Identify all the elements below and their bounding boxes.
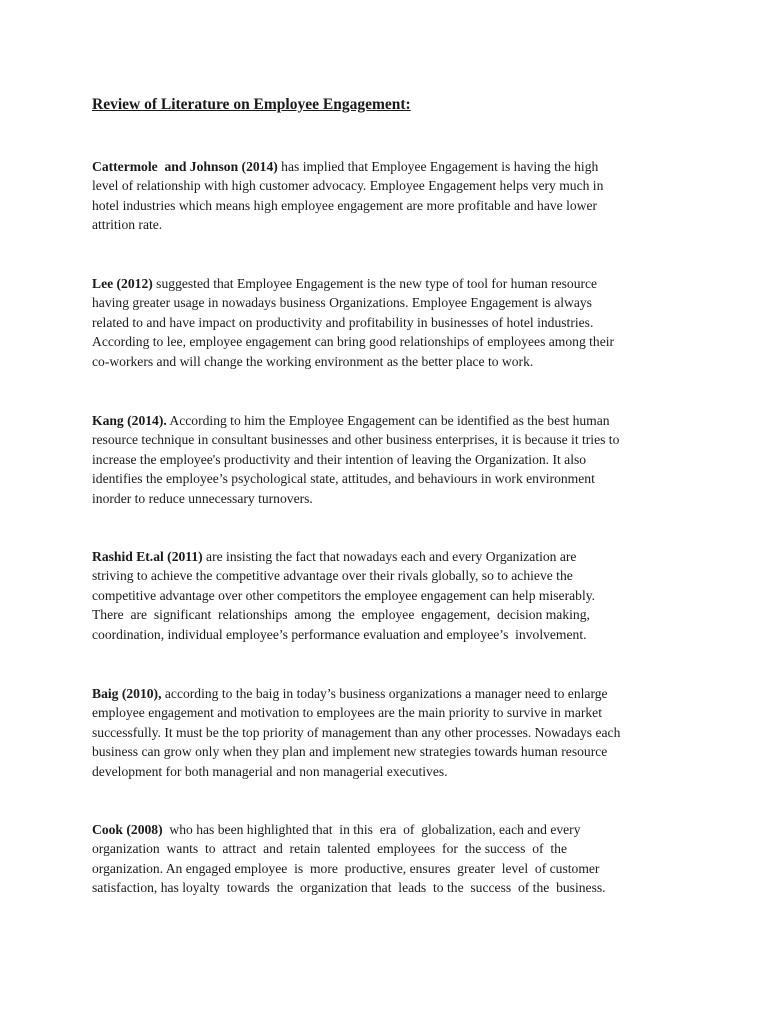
citation-lead: Kang (2014). — [92, 413, 167, 428]
paragraph-line: organization wants to attract and retain talented employees for the success of the — [92, 841, 567, 857]
paragraph-line: There are significant relationships among the employee engagement, decision making, — [92, 607, 590, 623]
paragraph-line: suggested that Employee Engagement is the new type of tool for human resource — [152, 276, 598, 291]
paragraph-line: resource technique in consultant businesses and other business enterprises, it is because it tries to — [92, 432, 620, 448]
paragraph-cattermole-johnson — [92, 157, 688, 235]
paragraph-line: inorder to reduce unnecessary turnovers. — [92, 490, 313, 506]
paragraph-line: co-workers and will change the working environment as the better place to work. — [92, 353, 534, 369]
paragraph-line: coordination, individual employee’s performance evaluation and employee’s involvement. — [92, 626, 587, 642]
paragraph-lee — [92, 274, 688, 371]
paragraph-line: satisfaction, has loyalty towards the organization that leads to the success of the business. — [92, 880, 606, 896]
paragraph-line: development for both managerial and non managerial executives. — [92, 763, 448, 779]
paragraph-line: competitive advantage over other competitors the employee engagement can help miserably. — [92, 587, 596, 603]
paragraph-line: According to him the Employee Engagement can be identified as the best human — [166, 413, 610, 428]
paragraph-line: has implied that Employee Engagement is having the high — [277, 159, 599, 174]
citation-lead: Cook (2008) — [92, 822, 163, 837]
citation-lead: Baig (2010), — [92, 686, 162, 701]
paragraph-kang — [92, 411, 688, 508]
document-title: Review of Literature on Employee Engagement: — [92, 96, 411, 113]
paragraph-line: According to lee, employee engagement can bring good relationships of employees among their — [92, 334, 615, 350]
paragraph-line: having greater usage in nowadays business Organizations. Employee Engagement is always — [92, 295, 592, 311]
citation-lead: Rashid Et.al (2011) — [92, 549, 203, 564]
paragraph-line: related to and have impact on productivity and profitability in businesses of hotel industries. — [92, 314, 594, 330]
citation-lead: Cattermole and Johnson (2014) — [92, 159, 278, 174]
paragraph-line: business can grow only when they plan and implement new strategies towards human resource — [92, 744, 608, 760]
paragraph-rashid — [92, 547, 688, 644]
paragraph-line: who has been highlighted that in this era of globalization, each and every — [162, 822, 581, 837]
paragraph-cook — [92, 820, 688, 898]
paragraph-line: according to the baig in today’s business organizations a manager need to enlarge — [161, 686, 608, 701]
citation-lead: Lee (2012) — [92, 276, 153, 291]
paragraph-line: organization. An engaged employee is more productive, ensures greater level of customer — [92, 860, 600, 876]
paragraph-line: increase the employee's productivity and their intention of leaving the Organization. It also — [92, 451, 587, 467]
paragraph-baig — [92, 684, 688, 781]
paragraph-line: hotel industries which means high employee engagement are more profitable and have lower — [92, 197, 598, 213]
paragraph-line: are insisting the fact that nowadays each and every Organization are — [202, 549, 577, 564]
paragraph-line: level of relationship with high customer advocacy. Employee Engagement helps very much in — [92, 178, 604, 194]
paragraph-line: attrition rate. — [92, 217, 163, 233]
paragraph-line: identifies the employee’s psychological state, attitudes, and behaviours in work environment — [92, 471, 595, 487]
paragraph-line: successfully. It must be the top priority of management than any other processes. Nowadays each — [92, 724, 621, 740]
document-page — [92, 92, 688, 896]
paragraph-line: employee engagement and motivation to employees are the main priority to survive in market — [92, 705, 602, 721]
paragraph-line: striving to achieve the competitive advantage over their rivals globally, so to achieve the — [92, 568, 573, 584]
